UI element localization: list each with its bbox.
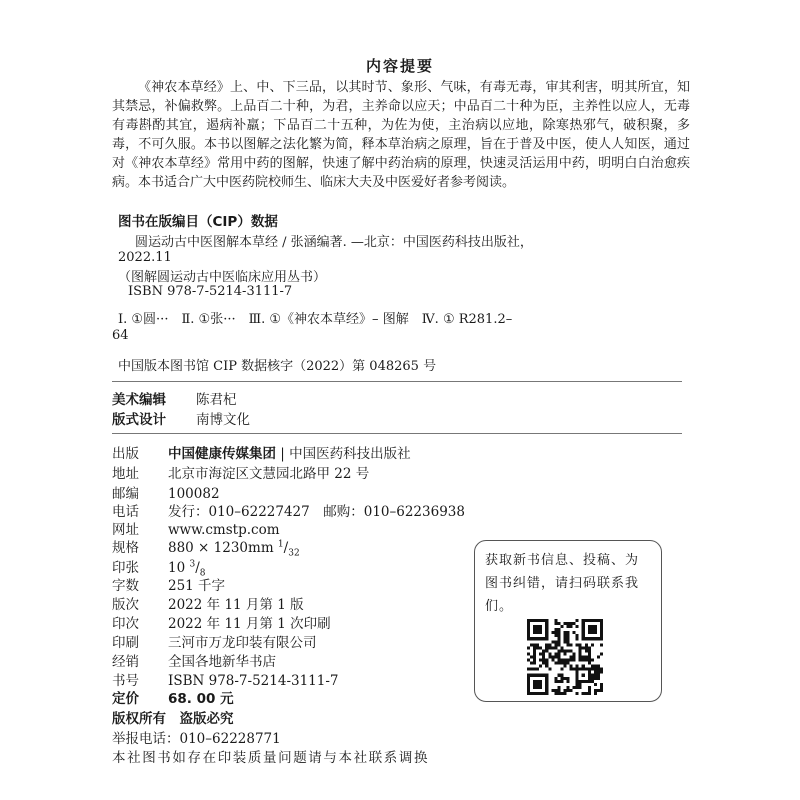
staff-row-layout-design xyxy=(112,408,250,428)
info-value: 发行：010–62227427 邮购：010–62236938 xyxy=(168,504,465,520)
info-isbn xyxy=(112,669,339,689)
format-numerator: 1 xyxy=(277,539,284,550)
info-phone xyxy=(112,500,465,520)
publisher-group: 中国健康传媒集团 xyxy=(168,446,276,462)
info-label: 字数 xyxy=(112,578,139,594)
staff-value: 陈君杞 xyxy=(196,392,237,408)
info-value: 68. 00 元 xyxy=(168,691,234,707)
info-value: 全国各地新华书店 xyxy=(168,654,276,670)
cip-core-number: 中国版本图书馆 CIP 数据核字（2022）第 048265 号 xyxy=(118,359,437,374)
cip-line-6: 64 xyxy=(112,328,129,343)
summary-title: 内容提要 xyxy=(365,57,434,75)
qr-caption: 获取新书信息、投稿、为图书纠错，请扫码联系我们。 xyxy=(485,553,640,614)
info-label: 书号 xyxy=(112,673,139,689)
staff-label: 美术编辑 xyxy=(112,392,166,408)
format-denominator: 32 xyxy=(288,548,300,559)
info-value: 251 千字 xyxy=(168,578,226,594)
info-label: 网址 xyxy=(112,522,139,538)
info-printer xyxy=(112,631,317,651)
cip-line-5: Ⅰ. ①圆··· Ⅱ. ①张··· Ⅲ. ①《神农本草经》– 图解 Ⅳ. ① R281.2– xyxy=(118,312,513,327)
info-address xyxy=(112,462,369,482)
summary-block xyxy=(112,78,690,192)
info-notice: 本社图书如存在印装质量问题请与本社联系调换 xyxy=(112,750,430,766)
info-price xyxy=(112,687,234,707)
staff-row-art-editor xyxy=(112,388,237,408)
staff-label: 版式设计 xyxy=(112,412,166,428)
divider-bottom xyxy=(112,433,682,434)
info-label: 印张 xyxy=(112,560,139,576)
info-label: 定价 xyxy=(112,691,139,707)
sheets-numerator: 3 xyxy=(189,559,196,570)
info-value: 880 × 1230mm xyxy=(168,540,274,556)
info-label: 地址 xyxy=(112,466,139,482)
cip-line-1: 圆运动古中医图解本草经 / 张涵编著. —北京：中国医药科技出版社， xyxy=(135,235,533,250)
info-label: 出版 xyxy=(112,446,139,462)
staff-value: 南博文化 xyxy=(196,412,250,428)
cip-title: 图书在版编目（CIP）数据 xyxy=(118,214,278,230)
info-website xyxy=(112,518,280,538)
info-value: 北京市海淀区文慧园北路甲 22 号 xyxy=(168,466,370,482)
info-word-count xyxy=(112,574,225,594)
info-sheets: 印张 10 $^3/_8$ xyxy=(112,556,206,579)
cip-line-2: 2022.11 xyxy=(118,250,172,265)
info-label: 经销 xyxy=(112,654,139,670)
info-value: 2022 年 11 月第 1 版 xyxy=(168,597,304,613)
divider-top xyxy=(112,381,682,382)
info-value: www.cmstp.com xyxy=(168,522,280,538)
info-value: ISBN 978-7-5214-3111-7 xyxy=(168,673,339,689)
qr-code-icon[interactable] xyxy=(527,619,603,695)
info-label: 印次 xyxy=(112,616,139,632)
info-label: 印刷 xyxy=(112,635,139,651)
info-format: 规格 880 × 1230mm $^1/_{32}$ xyxy=(112,536,300,559)
qr-contact-box xyxy=(474,540,662,702)
info-value: 100082 xyxy=(168,486,220,502)
info-label: 电话 xyxy=(112,504,139,520)
summary-paragraph: 《神农本草经》上、中、下三品，以其时节、象形、气味，有毒无毒，审其利害，明其所宜，知其禁忌，补偏救弊。上品百二十种，为君，主养命以应天；中品百二十种为臣，主养性以应人，无毒有毒斟酌其宜，遏病补羸；下品百二十五种，为佐为使，主治病以应地，除寒热邪气，破积聚，多毒，不可久服。本书以图解之法化繁为简，释本草治病之原理，旨在于普及中医，使人人知医，通过对《神农本草经》常用中药的图解，快速了解中药治病的原理，快速灵活运用中药，明明白白治愈疾病。本书适合广大中医药院校师生、临床大夫及中医爱好者参考阅读。 xyxy=(112,80,690,190)
info-report-phone: 举报电话：010–62228771 xyxy=(112,731,281,747)
info-publisher xyxy=(112,442,411,462)
cip-line-3: （图解圆运动古中医临床应用丛书） xyxy=(118,270,327,285)
info-label: 版次 xyxy=(112,597,139,613)
cip-line-4: ISBN 978-7-5214-3111-7 xyxy=(128,284,293,299)
info-label: 规格 xyxy=(112,540,139,556)
info-value: 10 xyxy=(168,560,186,576)
info-postcode xyxy=(112,482,220,502)
info-value: 2022 年 11 月第 1 次印刷 xyxy=(168,616,331,632)
info-edition xyxy=(112,593,304,613)
publisher-name: | 中国医药科技出版社 xyxy=(280,446,411,462)
info-printing xyxy=(112,612,331,632)
info-value: 三河市万龙印装有限公司 xyxy=(168,635,317,651)
info-copyright: 版权所有 盗版必究 xyxy=(112,711,234,727)
sheets-denominator: 8 xyxy=(199,568,206,579)
info-label: 邮编 xyxy=(112,486,139,502)
info-distributor xyxy=(112,650,276,670)
